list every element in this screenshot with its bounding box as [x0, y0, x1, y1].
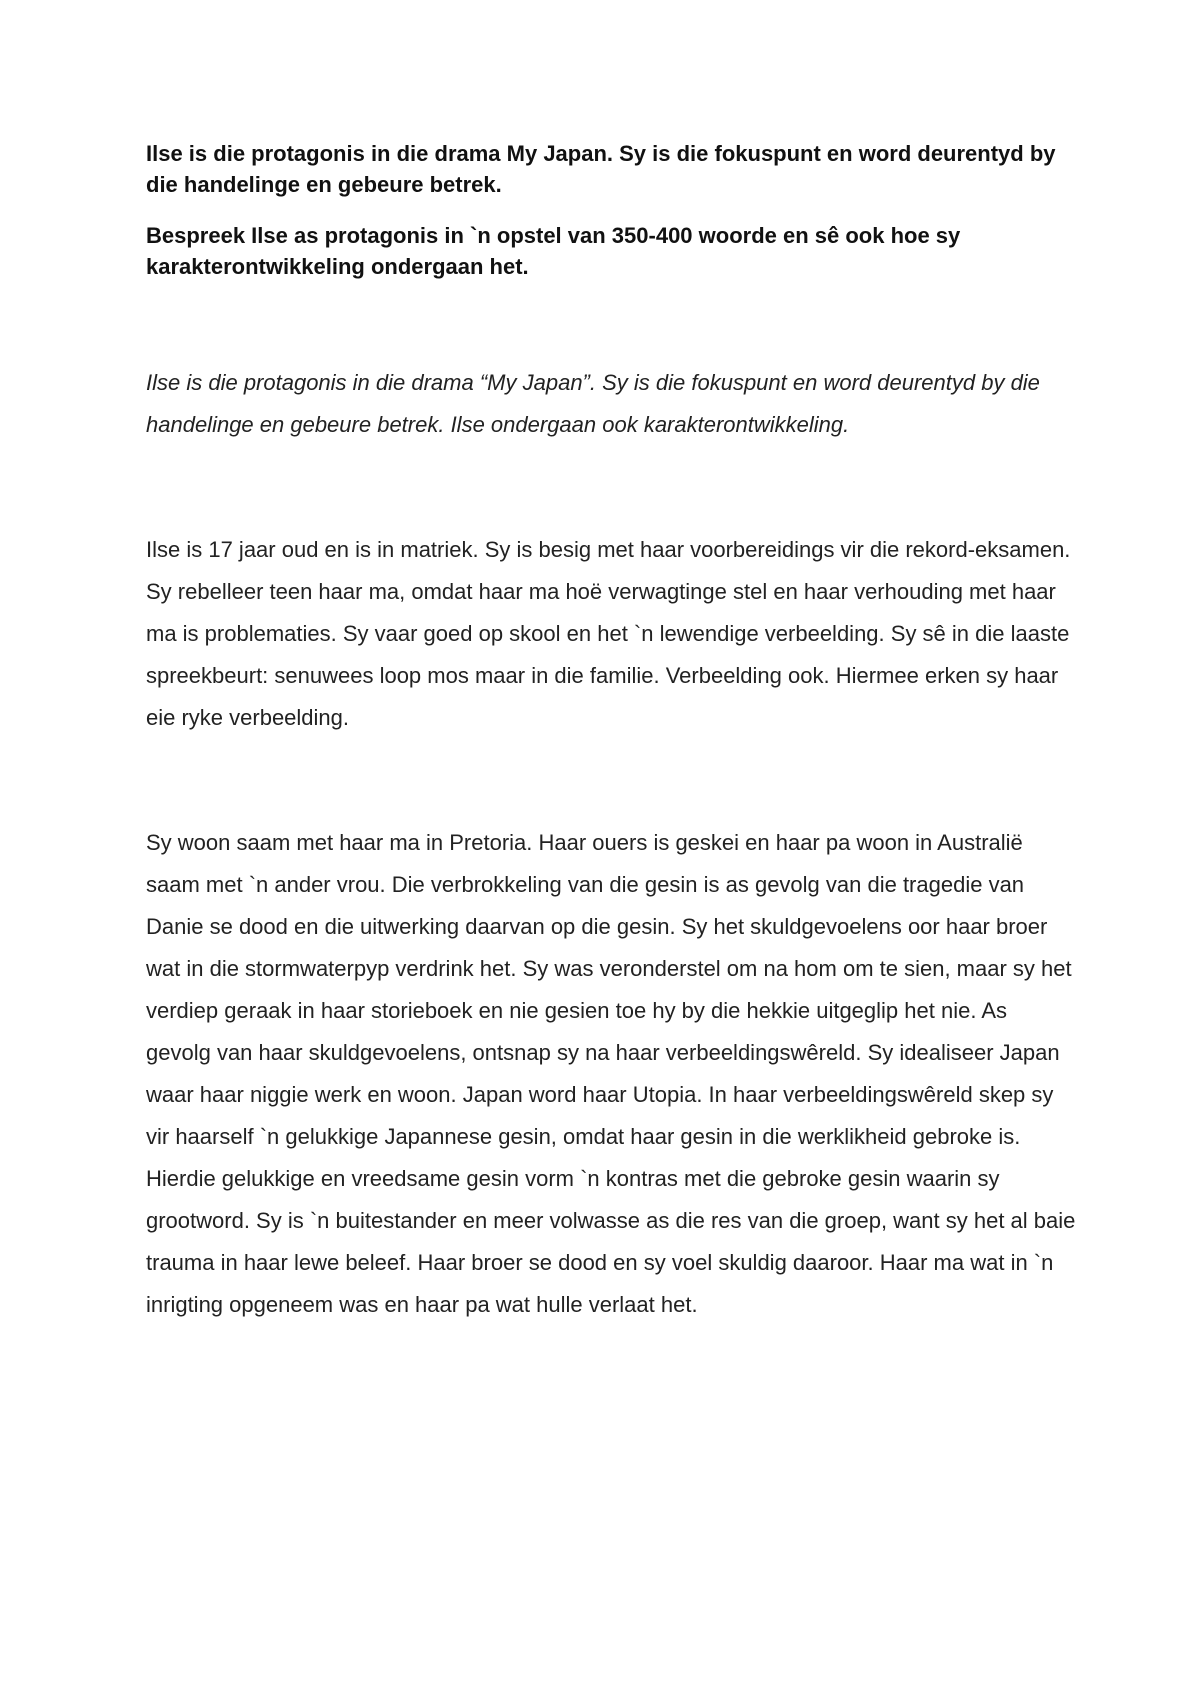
prompt-instruction: Bespreek Ilse as protagonis in `n opstel van 350-400 woorde en sê ook hoe sy karakterontwikkeling ondergaan het.	[146, 223, 961, 279]
essay-introduction: Ilse is die protagonis in die drama “My Japan”. Sy is die fokuspunt en word deurentyd by die handelinge en gebeure betrek. Ilse ondergaan ook karakterontwikkeling.	[146, 370, 1040, 437]
prompt-statement: Ilse is die protagonis in die drama My Japan. Sy is die fokuspunt en word deurentyd by die handelinge en gebeure betrek.	[146, 141, 1056, 197]
essay-paragraph-2: Sy woon saam met haar ma in Pretoria. Haar ouers is geskei en haar pa woon in Australië saam met `n ander vrou. Die verbrokkeling van die gesin is as gevolg van die tragedie van Danie se dood en die uitwerking daarvan op die gesin. Sy het skuldgevoelens oor haar broer wat in die stormwaterpyp verdrink het. Sy was veronderstel om na hom om te sien, maar sy het verdiep geraak in haar storieboek en nie gesien toe hy by die hekkie uitgeglip het nie. As gevolg van haar skuldgevoelens, ontsnap sy na haar verbeeldingswêreld. Sy idealiseer Japan waar haar niggie werk en woon. Japan word haar Utopia. In haar verbeeldingswêreld skep sy vir haarself `n gelukkige Japannese gesin, omdat haar gesin in die werklikheid gebroke is. Hierdie gelukkige en vreedsame gesin vorm `n kontras met die gebroke gesin waarin sy grootword. Sy is `n buitestander en meer volwasse as die res van die groep, want sy het al baie trauma in haar lewe beleef. Haar broer se dood en sy voel skuldig daaroor. Haar ma wat in `n inrigting opgeneem was en haar pa wat hulle verlaat het.	[146, 830, 1076, 1317]
document-page	[146, 138, 1076, 1326]
essay-prompt	[146, 138, 1076, 282]
essay-paragraph-1: Ilse is 17 jaar oud en is in matriek. Sy is besig met haar voorbereidings vir die rekord-eksamen. Sy rebelleer teen haar ma, omdat haar ma hoë verwagtinge stel en haar verhouding met haar ma is problematies. Sy vaar goed op skool en het `n lewendige verbeelding. Sy sê in die laaste spreekbeurt: senuwees loop mos maar in die familie. Verbeelding ook. Hiermee erken sy haar eie ryke verbeelding.	[146, 537, 1071, 730]
